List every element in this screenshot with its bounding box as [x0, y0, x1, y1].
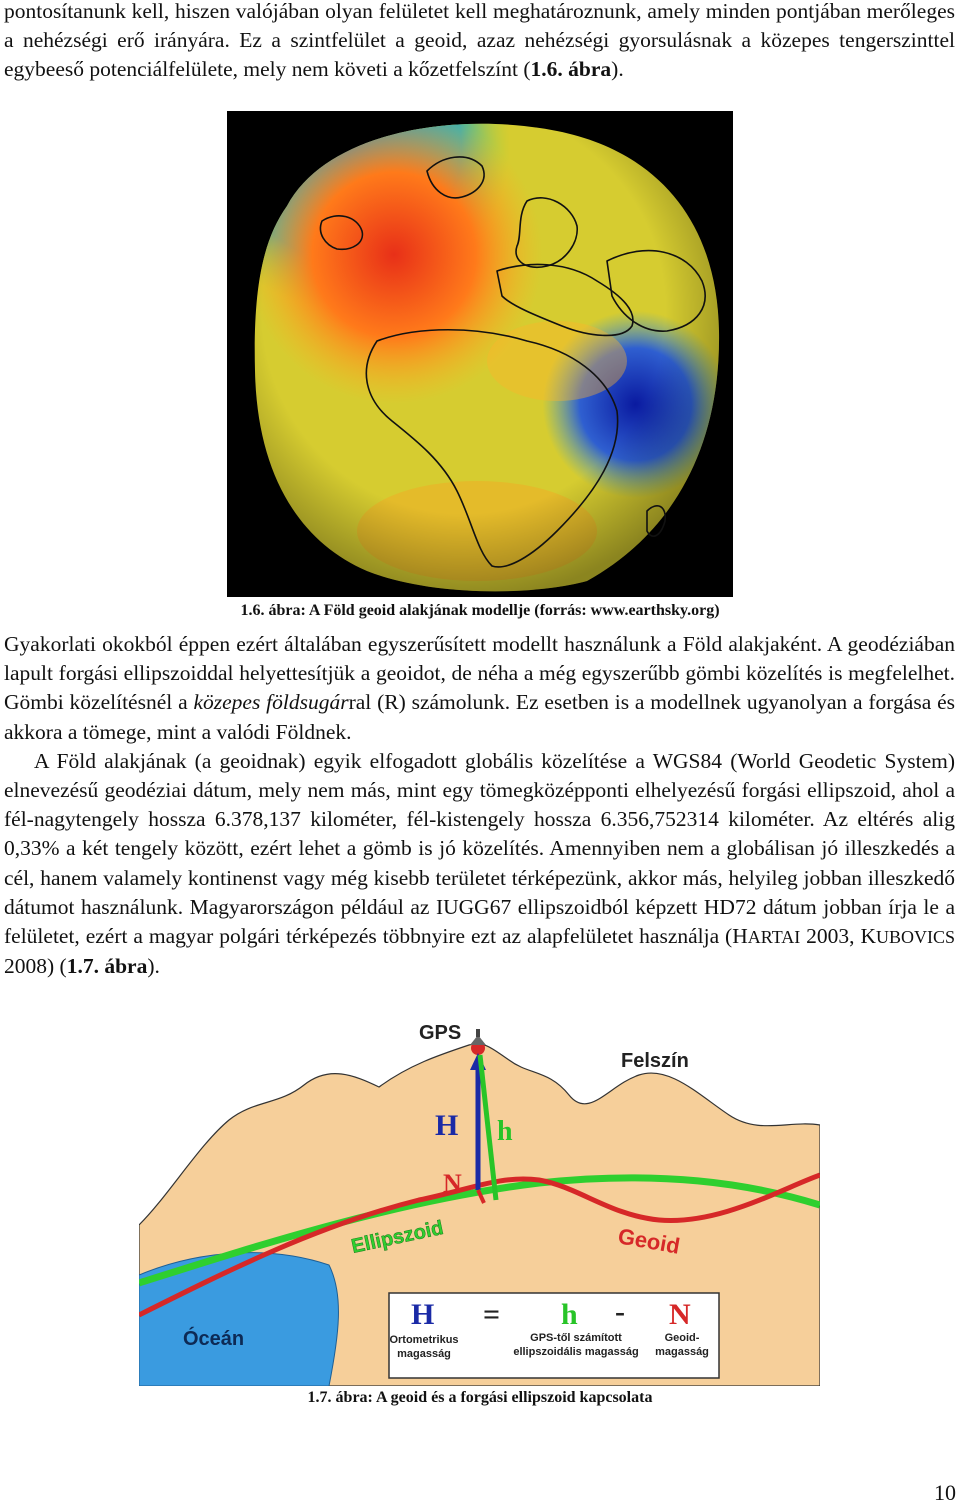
figure1-caption: 1.6. ábra: A Föld geoid alakjának modellje (forrás: www.earthsky.org): [240, 602, 720, 619]
intro-text-a: pontosítanunk kell, hiszen valójában olyan felületet kell meghatároznunk, amely minden pontjában merőleges a nehézségi erő irányára. Ez a szintfelület a geoid, azaz nehézségi gyorsulásnak a közepes tengerszinttel egybeeső potenciálfelülete, mely nem követi a kőzetfelszínt (: [4, 0, 955, 82]
eq-h: h: [561, 1298, 578, 1331]
geoid-ellipsoid-diagram: [139, 1015, 820, 1386]
body-sentence-2: A Föld alakjának (a geoidnak) egyik elfogadott globális közelítése a WGS84 (World Geodetic System) elnevezésű geodéziai dátum, mely nem más, mint egy tömegközépponti elhelyezésű forgási ellipszoid, ahol a fél-nagytengely hossza 6.378,137 kilométer, fél-kistengely hossza 6.356,752314 kilométer. Az eltérés alig 0,33% a két tengely között, ezért lehet a gömb is jó közelítés. Amennyiben nem a globálisan jó illeszkedés a cél, hanem valamely kontinenst vagy még kisebb területet térképezünk, akkor más, helyileg jobban illeszkedő dátumot használunk. Magyarországon például az IUGG67 ellipszoidból képzett HD72 dátum jobban írja le a felületet, ezért a magyar polgári térképezés többnyire ezt az alapfelületet használja (: [4, 748, 955, 949]
gps-label: GPS: [419, 1022, 462, 1044]
author1-initial: H: [732, 924, 748, 949]
label-N-line1: Geoid-: [664, 1332, 700, 1344]
intro-paragraph: [4, 0, 955, 85]
year1: 2003,: [800, 924, 861, 949]
body-figure-ref: 1.7. ábra: [66, 954, 148, 979]
author2-rest: UBOVICS: [876, 927, 956, 948]
geoid-globe-figure: [227, 111, 733, 597]
eq-N: N: [669, 1298, 691, 1331]
page-number: 10: [934, 1480, 956, 1505]
label-H-line1: Ortometrikus: [389, 1334, 459, 1346]
N-label: N: [443, 1169, 462, 1198]
ocean-label: Óceán: [183, 1328, 245, 1350]
ellipszoid-label: Ellipszoid: [349, 1216, 446, 1258]
eq-minus: -: [615, 1295, 625, 1328]
intro-figure-ref: 1.6. ábra: [530, 57, 612, 82]
body-paragraph: [4, 630, 955, 981]
author1-rest: ARTAI: [747, 927, 801, 948]
body-end: ).: [147, 954, 160, 979]
eq-equals: =: [483, 1298, 501, 1331]
author2-initial: K: [860, 924, 876, 949]
intro-text-b: ).: [611, 57, 624, 82]
year2: 2008) (: [4, 954, 67, 979]
geoid-label: Geoid: [616, 1223, 682, 1259]
body-sentence-1-end: ral (R) számolunk. Ez esetben is a modellnek ugyanolyan a forgása és akkora a tömege, mint a valódi Földnek.: [4, 690, 955, 744]
body-sentence-1: Gyakorlati okokból éppen ezért általában egyszerűsített modellt használunk a Föld alakjaként. A geodéziában lapult forgási ellipszoiddal helyettesítjük a geoidot, de néha a még egyszerűbb gömbi közelítés is megfelelhet. Gömbi közelítésnél a: [4, 632, 955, 715]
body-emphasis: közepes földsugár: [193, 690, 349, 715]
label-N-line2: magasság: [655, 1346, 709, 1358]
label-h-line2: ellipszoidális magasság: [513, 1346, 639, 1358]
eq-H: H: [411, 1298, 435, 1331]
H-label: H: [435, 1109, 459, 1142]
figure2-caption: 1.7. ábra: A geoid és a forgási ellipszoid kapcsolata: [307, 1389, 653, 1406]
h-label: h: [497, 1116, 513, 1147]
felszin-label: Felszín: [621, 1050, 689, 1072]
label-H-line2: magasság: [397, 1348, 451, 1360]
label-h-line1: GPS-től számított: [530, 1332, 622, 1344]
